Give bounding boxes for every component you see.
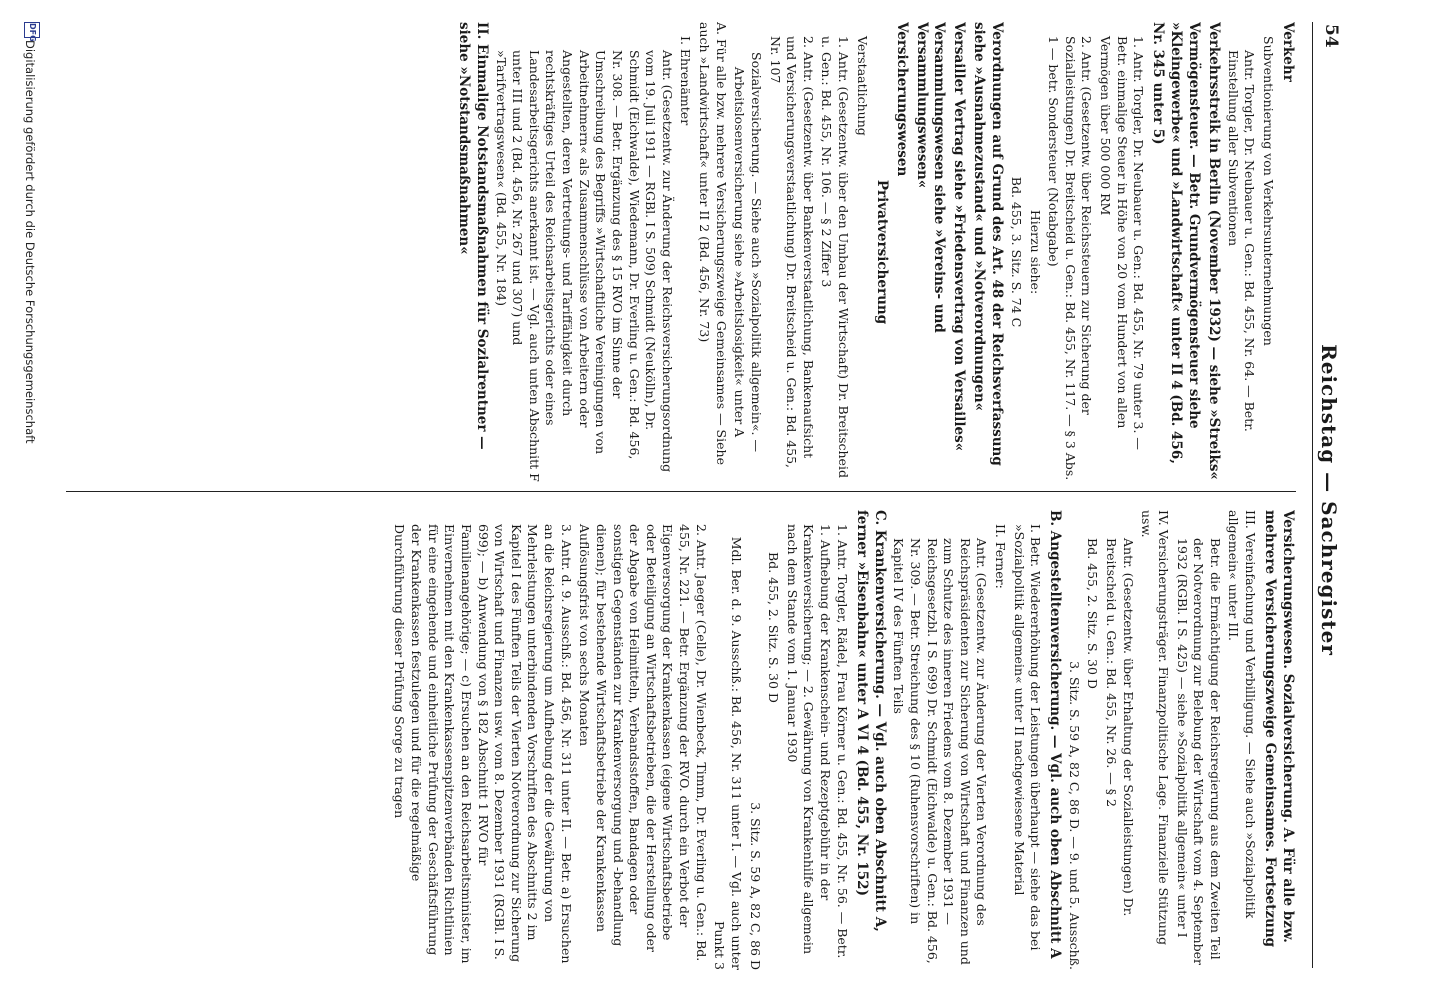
right-column-entry: 3. Antr. d. 9. Ausschß.: Bd. 456, Nr. 311 unter II. — Betr. a) Ersuchen an die Reichsregierung um Aufhebung der die Gewährung von Mehrleistungen unterbindenden Vorschriften des Abschnitts 2 im Kapitel I des Fünften Teils der Vierten Notverordnung zur Sicherung von Wirtschaft und Finanzen usw. vom 8. Dezember 1931 (RGBl. I S. 699); — b) Anwendung von § 182 Abschnitt 1 RVO für Familienangehörige; — c) Ersuchen an den Reichsarbeitsminister, im Einvernehmen mit den Krankenkassenspitzenverbänden Richtlinien für eine eingehende und einheitliche Prüfung der Geschäftsführung der Krankenkassen festzulegen und für die regelmäßige Durchführung dieser Prüfung Sorge zu tragen <box>392 524 574 964</box>
left-column-entry: I. Ehrenämter <box>678 36 694 126</box>
left-column-entry: 1. Antr. Torgler, Dr. Neubauer u. Gen.: Bd. 455, Nr. 79 unter 3. — Betr. einmalige Steuer in Höhe von 20 vom Hundert von allen Vermögen über 500 000 RM <box>1098 36 1147 450</box>
right-column-entry: II. Ferner: <box>993 524 1009 589</box>
left-column-entry: Verkehrsstreik in Berlin (November 1932) — siehe »Streiks« <box>1206 22 1223 480</box>
left-column-entry: A. Für alle bzw. mehrere Versicherungszweige Gemeinsames — Siehe auch »Landwirtschaft« unter II 2 (Bd. 456, Nr. 73) <box>697 22 729 465</box>
right-column-entry: Antr. (Gesetzentw. über Erhaltung der Sozialleistungen) Dr. Breitscheid u. Gen.: Bd. 455, Nr. 26. — § 2 <box>1104 538 1136 917</box>
dfg-logo: DFG <box>24 22 40 38</box>
page-header <box>1314 0 1342 1000</box>
right-column-entry: Bd. 455, 2. Sitz. S. 30 D <box>1085 538 1101 689</box>
page-title: Reichstag — Sachregister <box>1317 344 1341 656</box>
right-column-entry: B. Angestelltenversicherung. — Vgl. auch oben Abschnitt A <box>1047 510 1064 959</box>
left-column-entry: Privatversicherung <box>873 179 890 325</box>
right-column-entry: Antr. (Gesetzentw. zur Änderung der Vierten Verordnung des Reichspräsidenten zur Sicherung von Wirtschaft und Finanzen und zum Schutze des inneren Friedens vom 8. Dezember 1931 — Reichsgesetzbl. I S. 699) Dr. Schmidt (Eichwalde) u. Gen.: Bd. 456, Nr. 309. — Betr. Streichung des § 10 (Ruhensvorschriften) in Kapitel IV des Fünften Teils <box>891 538 990 965</box>
left-column-entry: 2. Antr. (Gesetzentw. über Reichssteuern zur Sicherung der Sozialleistungen) Dr. Breitscheid u. Gen.: Bd. 455, Nr. 117. — § 3 Abs. 1 — betr. Sondersteuer (Notabgabe) <box>1046 36 1095 481</box>
right-column-entry: IV. Versicherungsträger. Finanzpolitische Lage. Finanzielle Stützung usw. <box>1139 510 1171 945</box>
left-column-entry: II. Einmalige Notstandsmaßnahmen für Sozialrentner — siehe »Notstandsmaßnahmen« <box>455 22 490 450</box>
right-column-entry: Betr. die Ermächtigung der Reichsregierung aus dem Zweiten Teil der Notverordnung zur Belebung der Wirtschaft vom 4. September 1932 (RGBl. I S. 425) — siehe »Sozialpolitik allgemein« unter I <box>1174 538 1223 965</box>
right-column-entry: III. Vereinfachung und Verbilligung. — Siehe auch »Sozialpolitik allgemein« unter III. <box>1226 510 1259 919</box>
right-column-entry: 2. Antr. Jaeger (Celle), Dr. Wienbeck, Timm, Dr. Everling u. Gen.: Bd. 455, Nr. 221. — Betr. Ergänzung der RVO. durch ein Verbot der Eigenversorgung der Krankenkassen (eigene Wirtschaftsbetriebe oder Beteiligung an Wirtschaftsbetrieben, die der Herstellung oder der Abgabe von Heilmitteln, Verbandsstoffen, Bandagen oder sonstigen Gegenständen zur Krankenversorgung und -behandlung dienen); für bestehende Wirtschaftsbetriebe der Krankenkassen Auflösungsfrist von sechs Monaten <box>577 524 709 962</box>
left-column-entry: Sozialversicherung. — Siehe auch »Sozialpolitik allgemein«. — Arbeitslosenversicherung siehe »Arbeitslosigkeit« unter A <box>732 52 764 452</box>
header-rule <box>1312 22 1313 968</box>
left-column-entry: Versammlungswesen siehe »Vereins- und Versammlungswesen« <box>913 22 948 333</box>
page-number: 54 <box>1321 24 1341 48</box>
left-column-entry: Subventionierung von Verkehrsunternehmungen <box>1261 36 1277 346</box>
left-column <box>66 22 1296 482</box>
right-column-entry: 1. Antr. Torgler, Rädel, Frau Körner u. Gen.: Bd. 455, Nr. 56. — Betr. 1. Aufhebung der Krankenschein- und Rezeptgebühr in der Krankenversicherung; — 2. Gewährung von Krankenhilfe allgemein nach dem Stande vom 1. Januar 1930 <box>784 524 850 959</box>
left-column-entry: Vermögensteuer. — Betr. Grundvermögensteuer siehe »Kleingewerbe« und »Landwirtschaft« unter II 4 (Bd. 456, Nr. 345 unter 5) <box>1150 22 1203 464</box>
left-column-entry: 2. Antr. (Gesetzentw. über Bankenverstaatlichung, Bankenaufsicht und Versicherungsverstaatlichung) Dr. Breitscheid u. Gen.: Bd. 455, Nr. 107 <box>767 36 816 469</box>
right-column-entry: Versicherungswesen. Sozialversicherung. A. Für alle bzw. mehrere Versicherungszweige Gemeinsames. Fortsetzung <box>1262 510 1296 948</box>
right-column-entry: 3. Sitz. S. 59 A, 82 C, 86 D <box>747 802 763 970</box>
left-column-entry: Bd. 455, 3. Sitz. S. 74 C <box>1008 176 1024 328</box>
left-column-entry: Verordnungen auf Grund des Art. 48 der Reichsverfassung siehe »Ausnahmezustand« und »Notverordnungen« <box>971 22 1006 466</box>
left-column-entry: Hierzu siehe: <box>1027 209 1043 295</box>
left-column-entry: Versailler Vertrag siehe »Friedensvertrag von Versailles« <box>951 22 968 452</box>
left-column-entry: Antr. Torgler, Dr. Neubauer u. Gen.: Bd. 455, Nr. 64. — Betr. Einstellung aller Subventionen <box>1225 50 1258 432</box>
right-column-entry: 3. Sitz. S. 59 A, 82 C, 86 D. — 9. und 5. Ausschß. <box>1066 661 1082 970</box>
left-column-entry: Versicherungswesen <box>893 22 910 177</box>
right-column-entry: I. Betr. Wiedererhöhung der Leistungen überhaupt — siehe das bei »Sozialpolitik allgemein« unter II nachgewiesene Material <box>1011 524 1044 951</box>
column-divider <box>66 491 1296 492</box>
right-column-entry: Mdl. Ber. d. 9. Ausschß.: Bd. 456, Nr. 311 unter I. — Vgl. auch unter Punkt 3 <box>712 536 744 970</box>
left-column-entry: Verstaatlichung <box>854 36 870 136</box>
left-column-entry: Antr. (Gesetzentw. zur Änderung der Reichsversicherungsordnung vom 19. Juli 1911 — RGBl. I S. 509) Schmidt (Neukölln), Dr. Schmidt (Eichwalde), Wiedemann, Dr. Everling u. Gen.: Bd. 456, Nr. 308. — Betr. Ergänzung des § 15 RVO im Sinne der Umschreibung des Begriffs »Wirtschaftliche Vereinigungen von Arbeitnehmern« als Zusammenschlüsse von Arbeitern oder Angestellten, deren Vertretungs- und Tariffähigkeit durch rechtskräftiges Urteil des Reichsarbeitsgerichts oder eines Landesarbeitsgerichts anerkannt ist. — Vgl. auch unten Abschnitt F unter III und 2 (Bd. 456, Nr. 267 und 307) und »Tarifvertragswesen« (Bd. 455, Nr. 184) <box>493 50 675 482</box>
right-column-entry: C. Krankenversicherung. — Vgl. auch oben Abschnitt A, ferner »Eisenbahn« unter A VI 4 (Bd. 455, Nr. 152) <box>853 510 888 932</box>
right-column-entry: Bd. 455, 2. Sitz. S. 30 D <box>766 552 782 703</box>
footer-credit: Digitalisierung gefördert durch die Deutsche Forschungsgemeinschaft <box>23 40 37 444</box>
left-column-entry: Verkehr <box>1280 22 1296 82</box>
right-column <box>66 510 1296 970</box>
left-column-entry: 1. Antr. (Gesetzentw. über den Umbau der Wirtschaft) Dr. Breitscheid u. Gen.: Bd. 455, Nr. 106. — § 2 Ziffer 3 <box>819 36 852 478</box>
